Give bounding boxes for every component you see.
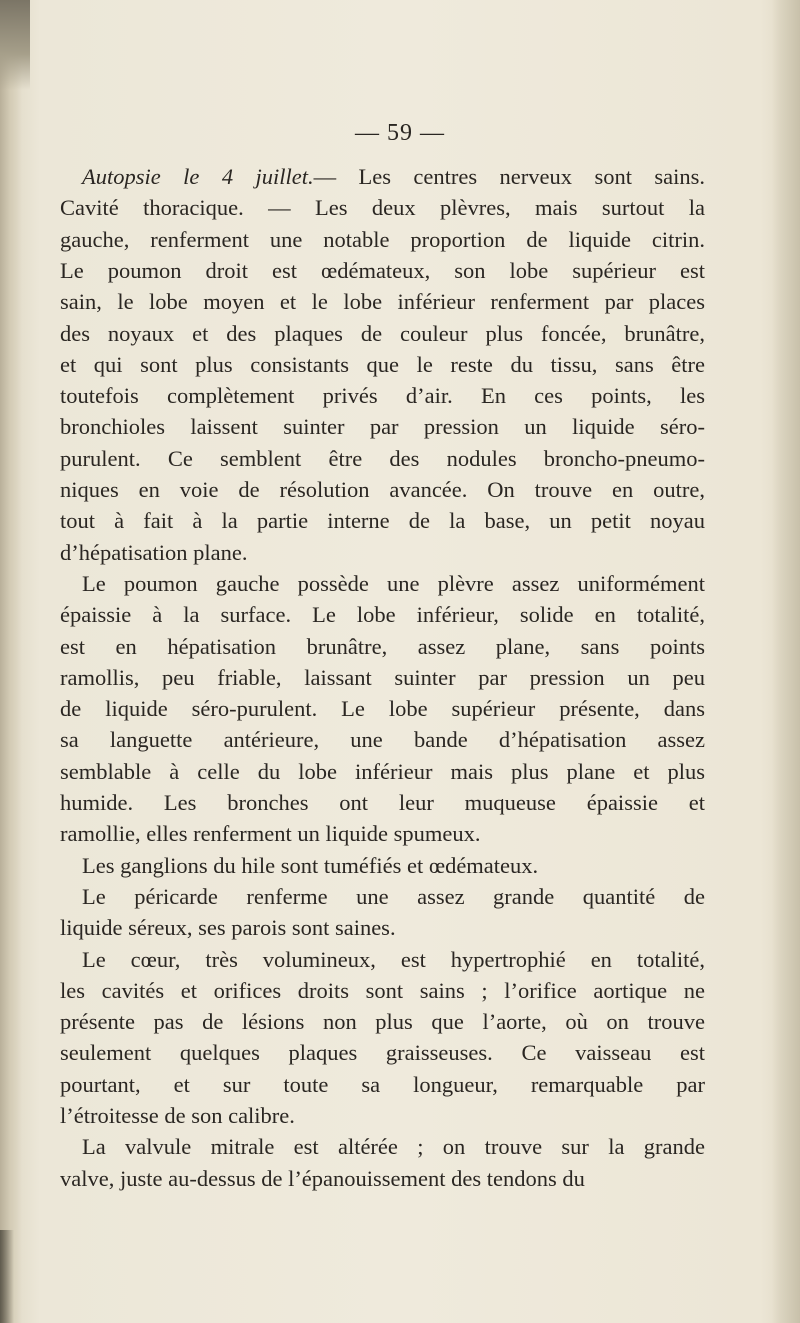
text-line: Cavité thoracique. — Les deux plèvres, mais surtout la — [60, 195, 705, 221]
page-corner-stain — [0, 0, 30, 90]
text-line: gauche, renferment une notable proportion de liquide citrin. — [60, 226, 705, 252]
text-line: Le péricarde renferme une assez grande quantité de — [82, 883, 705, 909]
page-number: — 59 — — [355, 120, 445, 146]
text-line: épaissie à la surface. Le lobe inférieur, solide en totalité, — [60, 602, 705, 628]
autopsy-heading-rest: — Les centres nerveux sont sains. — [313, 164, 705, 189]
text-line: purulent. Ce semblent être des nodules broncho-pneumo- — [60, 445, 705, 471]
page-gutter-shadow — [0, 0, 22, 1323]
text-line: La valvule mitrale est altérée ; on trouve sur la grande — [82, 1134, 705, 1160]
text-line: Le poumon gauche possède une plèvre assez uniformément — [82, 570, 705, 596]
text-line: sain, le lobe moyen et le lobe inférieur renferment par places — [60, 289, 705, 315]
text-line — [82, 162, 705, 192]
text-line: présente pas de lésions non plus que l’aorte, où on trouve — [60, 1009, 705, 1035]
text-line: pourtant, et sur toute sa longueur, remarquable par — [60, 1071, 705, 1097]
text-line: semblable à celle du lobe inférieur mais plus plane et plus — [60, 758, 705, 784]
text-line: Le poumon droit est œdémateux, son lobe supérieur est — [60, 257, 705, 283]
text-line: de liquide séro-purulent. Le lobe supérieur présente, dans — [60, 696, 705, 722]
text-line: toutefois complètement privés d’air. En ces points, les — [60, 383, 705, 409]
text-line: et qui sont plus consistants que le reste du tissu, sans être — [60, 351, 705, 377]
autopsy-heading: Autopsie le 4 juillet. — [82, 164, 314, 189]
text-line: seulement quelques plaques graisseuses. Ce vaisseau est — [60, 1040, 705, 1066]
text-line: liquide séreux, ses parois sont saines. — [60, 915, 396, 941]
text-line: d’hépatisation plane. — [60, 539, 248, 565]
text-line: valve, juste au-dessus de l’épanouissement des tendons du — [60, 1165, 585, 1191]
text-line: tout à fait à la partie interne de la base, un petit noyau — [60, 508, 705, 534]
text-line: Le cœur, très volumineux, est hypertrophié en totalité, — [82, 946, 705, 972]
text-line: est en hépatisation brunâtre, assez plane, sans points — [60, 633, 705, 659]
text-line: ramollie, elles renferment un liquide spumeux. — [60, 821, 481, 847]
text-line: niques en voie de résolution avancée. On trouve en outre, — [60, 477, 705, 502]
text-line: sa languette antérieure, une bande d’hépatisation assez — [60, 727, 705, 753]
text-line: l’étroitesse de son calibre. — [60, 1103, 295, 1128]
text-line: ramollis, peu friable, laissant suinter par pression un peu — [60, 664, 705, 690]
text-line: bronchioles laissent suinter par pression un liquide séro- — [60, 414, 705, 440]
text-line: des noyaux et des plaques de couleur plus foncée, brunâtre, — [60, 320, 705, 346]
text-line: les cavités et orifices droits sont sains ; l’orifice aortique ne — [60, 977, 705, 1003]
page-edge-stain — [0, 1230, 14, 1323]
text-line: humide. Les bronches ont leur muqueuse épaissie et — [60, 790, 705, 815]
page-right-edge — [772, 0, 800, 1323]
text-line: Les ganglions du hile sont tuméfiés et œdémateux. — [82, 852, 539, 878]
